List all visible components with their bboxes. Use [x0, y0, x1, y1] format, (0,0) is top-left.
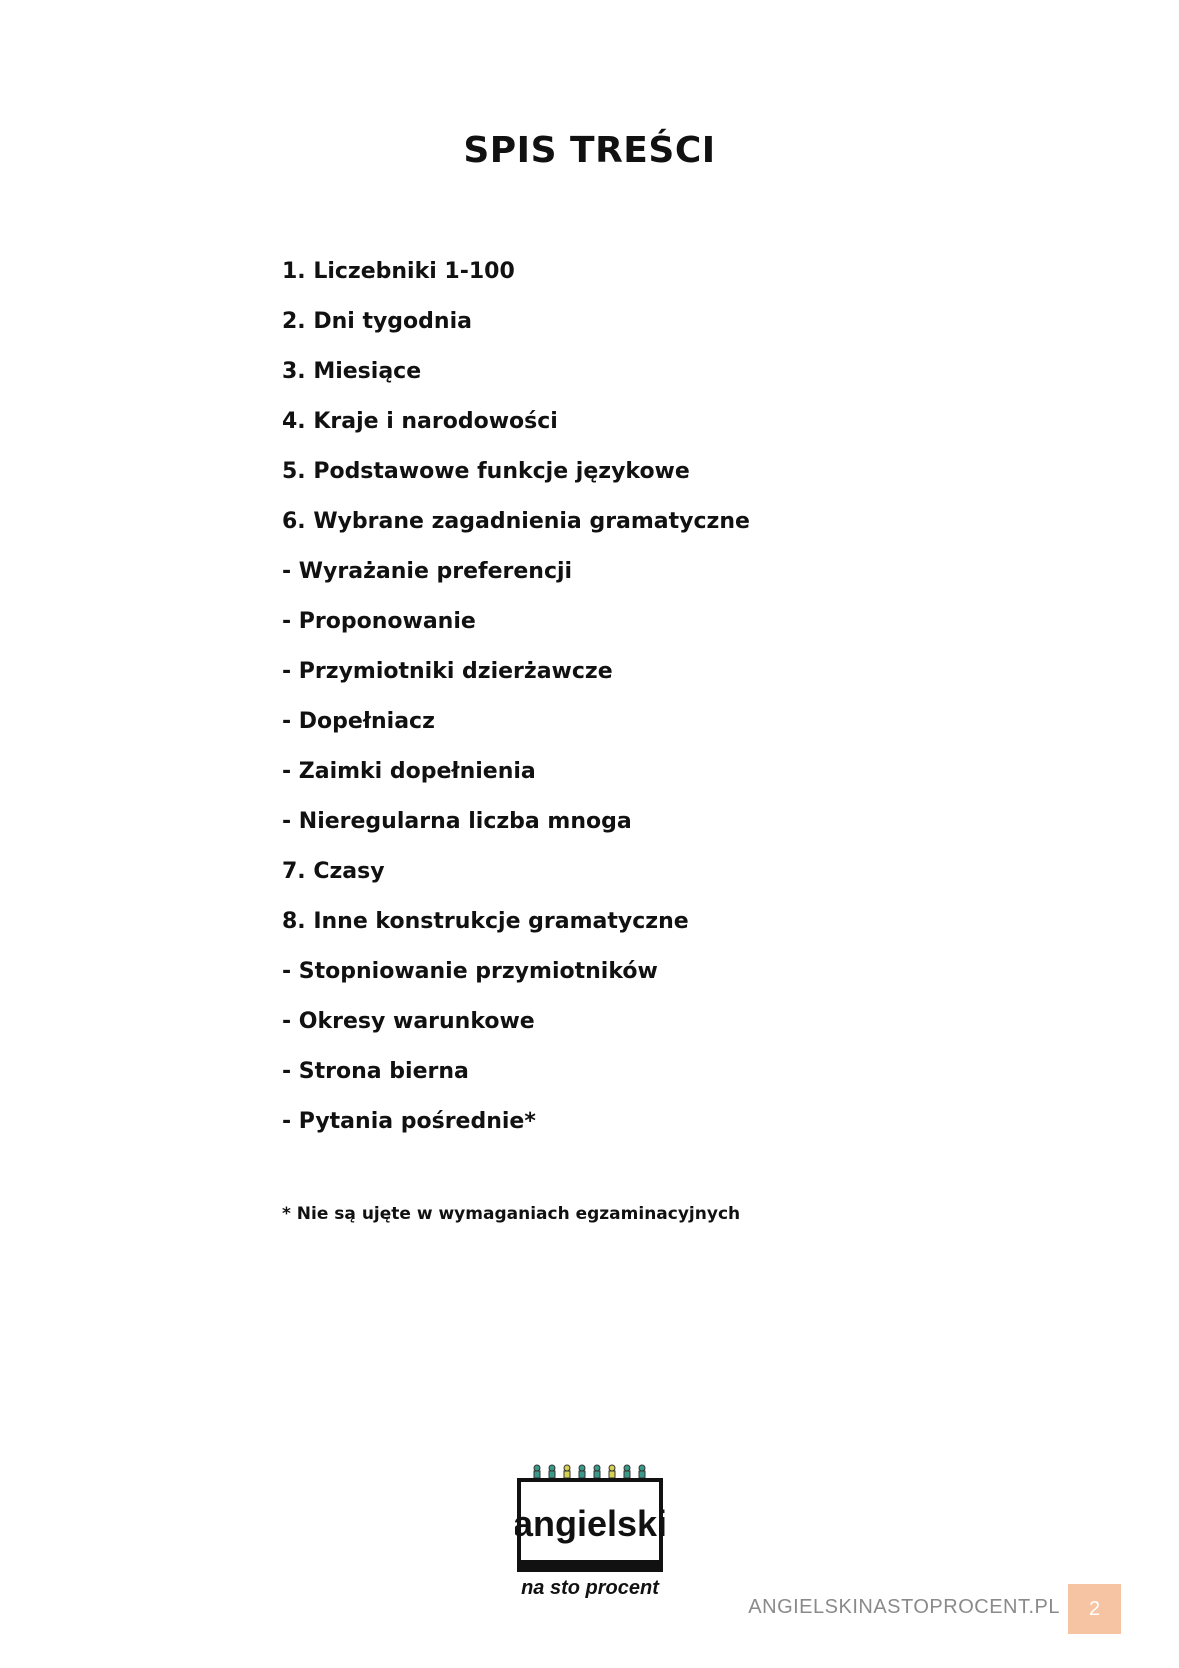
toc-item: 4. Kraje i narodowości — [282, 409, 558, 434]
toc-item: 7. Czasy — [282, 859, 385, 884]
toc-item: - Pytania pośrednie* — [282, 1109, 536, 1134]
toc-item: - Okresy warunkowe — [282, 1009, 535, 1034]
logo — [515, 1462, 665, 1602]
toc-item: 1. Liczebniki 1-100 — [282, 259, 515, 284]
toc-item: 2. Dni tygodnia — [282, 309, 472, 334]
toc-item: 5. Podstawowe funkcje językowe — [282, 459, 690, 484]
table-of-contents — [282, 252, 750, 1152]
footer-site: ANGIELSKINASTOPROCENT.PL — [748, 1596, 1060, 1618]
toc-item: - Proponowanie — [282, 609, 476, 634]
toc-item: - Nieregularna liczba mnoga — [282, 809, 632, 834]
footnote: * Nie są ujęte w wymaganiach egzaminacyjnych — [282, 1204, 741, 1224]
toc-item: - Strona bierna — [282, 1059, 469, 1084]
toc-item: 8. Inne konstrukcje gramatyczne — [282, 909, 689, 934]
logo-sub-text: na sto procent — [521, 1577, 659, 1599]
toc-item: - Zaimki dopełnienia — [282, 759, 536, 784]
logo-graphic — [515, 1462, 665, 1602]
toc-item: 3. Miesiące — [282, 359, 422, 384]
toc-item: 6. Wybrane zagadnienia gramatyczne — [282, 509, 750, 534]
logo-main-text: angielski — [515, 1503, 665, 1544]
page-title: SPIS TREŚCI — [463, 130, 716, 171]
toc-item: - Stopniowanie przymiotników — [282, 959, 658, 984]
toc-item: - Dopełniacz — [282, 709, 435, 734]
page-number-badge: 2 — [1068, 1584, 1121, 1634]
toc-item: - Wyrażanie preferencji — [282, 559, 573, 584]
logo-figures — [534, 1465, 645, 1478]
toc-item: - Przymiotniki dzierżawcze — [282, 659, 613, 684]
